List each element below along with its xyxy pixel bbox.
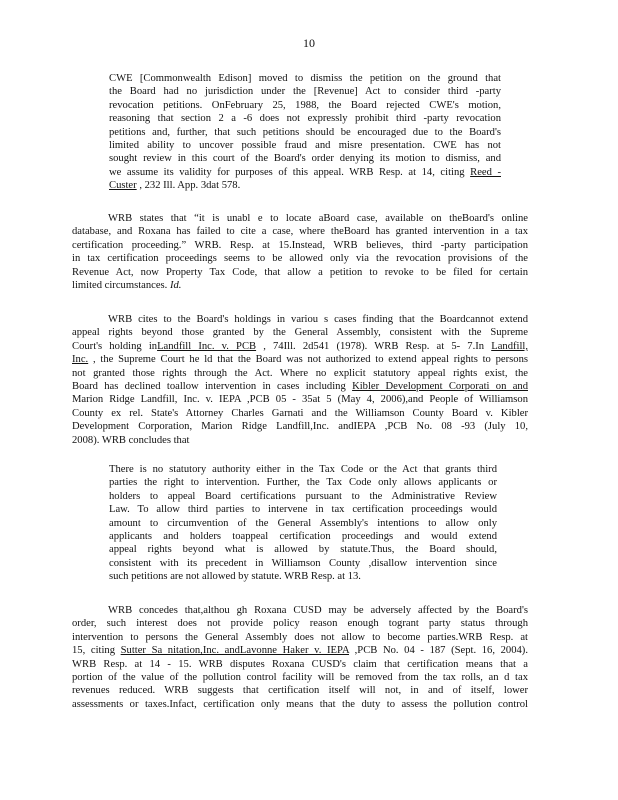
text-run: holders to appeal Board certifications pursuant to the Administrative Review (109, 490, 497, 502)
case-citation: Landfill, (491, 340, 528, 352)
text-run: Law. To allow third parties to intervene in tax certification proceedings would (109, 504, 497, 516)
text-run: parties the right to intervention. Further, the Tax Code only allows applicants or (109, 477, 497, 489)
text-run: assessments or taxes.Infact, certification only means that the duty to assess the pollution control (72, 698, 528, 710)
text-line (72, 380, 528, 393)
text-run: the Board had no jurisdiction under the [Revenue] Act to consider third -party (109, 86, 501, 98)
text-line (109, 126, 501, 139)
text-line (109, 463, 497, 476)
text-line (109, 99, 501, 112)
text-run: , the Supreme Court he ld that the Board was not authorized to extend appeal rights to persons (88, 354, 528, 366)
block-quote-1 (109, 72, 501, 193)
text-line (109, 570, 497, 583)
text-line (72, 698, 528, 711)
block-quote-2 (109, 463, 497, 584)
text-line (109, 557, 497, 570)
text-line (72, 326, 528, 339)
text-run: WRB concedes that,althou gh Roxana CUSD may be adversely affected by the Board's (108, 605, 528, 616)
text-run: appeal rights beyond those granted by the General Assembly, consistent with the Supreme (72, 327, 528, 339)
text-run: CWE [Commonwealth Edison] moved to dismiss the petition on the ground that (109, 73, 501, 84)
text-line (72, 684, 528, 697)
text-line (109, 72, 501, 85)
text-run: revocation petitions. OnFebruary 25, 1988, the Board rejected CWE's motion, (109, 99, 501, 111)
text-line (109, 112, 501, 125)
text-line (72, 313, 528, 326)
text-line (109, 166, 501, 179)
text-line (72, 225, 528, 238)
text-line (72, 407, 528, 420)
text-line (72, 420, 528, 433)
text-run: order, such interest does not provide policy reason enough togrant party status through (72, 618, 528, 630)
text-run: WRB states that “it is unabl e to locate aBoard case, available on theBoard's online (108, 213, 528, 224)
text-line (109, 139, 501, 152)
text-line (109, 179, 501, 192)
text-run: petitions and, further, that such petitions should be encouraged due to the Board's (109, 126, 501, 138)
text-line (72, 434, 528, 447)
text-line (72, 353, 528, 366)
text-run: in tax certification proceedings seems to be allowed only via the revocation provisions of the (72, 253, 528, 265)
page-number: 10 (303, 36, 315, 50)
text-run: applicants and holders toappeal certification proceedings and would extend (109, 530, 497, 542)
text-line (72, 617, 528, 630)
text-run: County ex rel. State's Attorney Charles Garnati and the Williamson County Board v. Kibler (72, 407, 528, 419)
text-run: sought review in this court of the Board's order denying its motion to dismiss, and (109, 153, 501, 165)
text-run: intervention to persons the General Assembly does not allow to become parties.WRB Resp. at (72, 631, 528, 643)
text-run: Board has declined toallow intervention in cases including (72, 380, 353, 392)
paragraph-2 (72, 313, 528, 447)
text-run: limited circumstances. (72, 279, 170, 291)
text-run: reasoning that section 2 a -6 does not expressly prohibit third -party revocation (109, 113, 501, 125)
text-line (109, 490, 497, 503)
text-run: There is no statutory authority either in the Tax Code or the Act that grants third (109, 464, 497, 475)
text-run: appeal rights beyond what is allowed by statute.Thus, the Board should, (109, 544, 497, 556)
text-run: , 232 Ill. App. 3dat 578. (136, 180, 241, 192)
text-line (109, 543, 497, 556)
text-line (109, 530, 497, 543)
text-line (72, 644, 528, 657)
text-line (72, 266, 528, 279)
text-run: limited ability to uncover possible fraud and misre presentation. CWE has not (109, 139, 501, 151)
text-run: not granted those rights through the Act. Where no explicit statutory appeal rights exist, the (72, 367, 528, 379)
text-line (109, 476, 497, 489)
text-line (72, 252, 528, 265)
italic-citation: Id. (169, 279, 182, 291)
text-line (109, 85, 501, 98)
case-citation: Custer (109, 180, 137, 192)
text-line (72, 631, 528, 644)
case-citation: Landfill Inc. v. PCB (157, 340, 257, 352)
text-run: Marion Ridge Landfill, Inc. v. IEPA ,PCB 05 - 35at 5 (May 4, 2006),and People of Williamson (72, 394, 528, 406)
text-run: revenues reduced. WRB suggests that certification itself will not, in and of itself, lower (72, 685, 528, 697)
text-run: WRB Resp. at 14 - 15. WRB disputes Roxana CUSD's claim that certification means that a (72, 658, 528, 670)
text-line (72, 367, 528, 380)
text-run: ,PCB No. 04 - 187 (Sept. 16, 2004). (349, 645, 528, 657)
text-line (109, 152, 501, 165)
case-citation: Reed - (470, 166, 501, 178)
text-run: portion of the value of the pollution control facility will be removed from the tax rolls, an d tax (72, 671, 528, 683)
case-citation: Kibler Development Corporati on and (352, 380, 528, 392)
text-line (72, 604, 528, 617)
text-line (72, 671, 528, 684)
paragraph-1 (72, 212, 528, 292)
text-run: Court's holding in (72, 340, 158, 352)
text-line (109, 517, 497, 530)
text-run: such petitions are not allowed by statute. WRB Resp. at 13. (109, 571, 361, 583)
text-run: consistent with its precedent in Williamson County ,disallow intervention since (109, 557, 497, 569)
paragraph-3 (72, 604, 528, 711)
text-line (72, 340, 528, 353)
text-line (72, 212, 528, 225)
text-line (72, 279, 528, 292)
text-run: 2008). WRB concludes that (72, 434, 190, 446)
text-run: certification proceeding.” WRB. Resp. at 15.Instead, WRB believes, third -party participation (72, 239, 528, 251)
text-run: , 74Ill. 2d541 (1978). WRB Resp. at 5- 7.In (256, 340, 492, 352)
text-run: Revenue Act, now Property Tax Code, that allow a petition to revoke to be filed for certain (72, 266, 528, 278)
text-run: WRB cites to the Board's holdings in variou s cases finding that the Boardcannot extend (108, 314, 528, 325)
case-citation: Sutter Sa nitation,Inc. andLavonne Haker v. IEPA (120, 645, 350, 657)
text-line (72, 393, 528, 406)
case-citation: Inc. (72, 354, 89, 366)
text-run: Development Corporation, Marion Ridge Landfill,Inc. andIEPA ,PCB No. 08 -93 (July 10, (72, 421, 528, 433)
text-run: database, and Roxana has failed to cite a case, where theBoard has granted intervention in a tax (72, 226, 528, 238)
text-line (72, 239, 528, 252)
text-run: amount to circumvention of the General Assembly's intentions to allow only (109, 517, 497, 529)
text-run: we assume its validity for purposes of this appeal. WRB Resp. at 14, citing (109, 166, 471, 178)
text-line (109, 503, 497, 516)
text-run: 15, citing (72, 645, 121, 657)
text-line (72, 658, 528, 671)
